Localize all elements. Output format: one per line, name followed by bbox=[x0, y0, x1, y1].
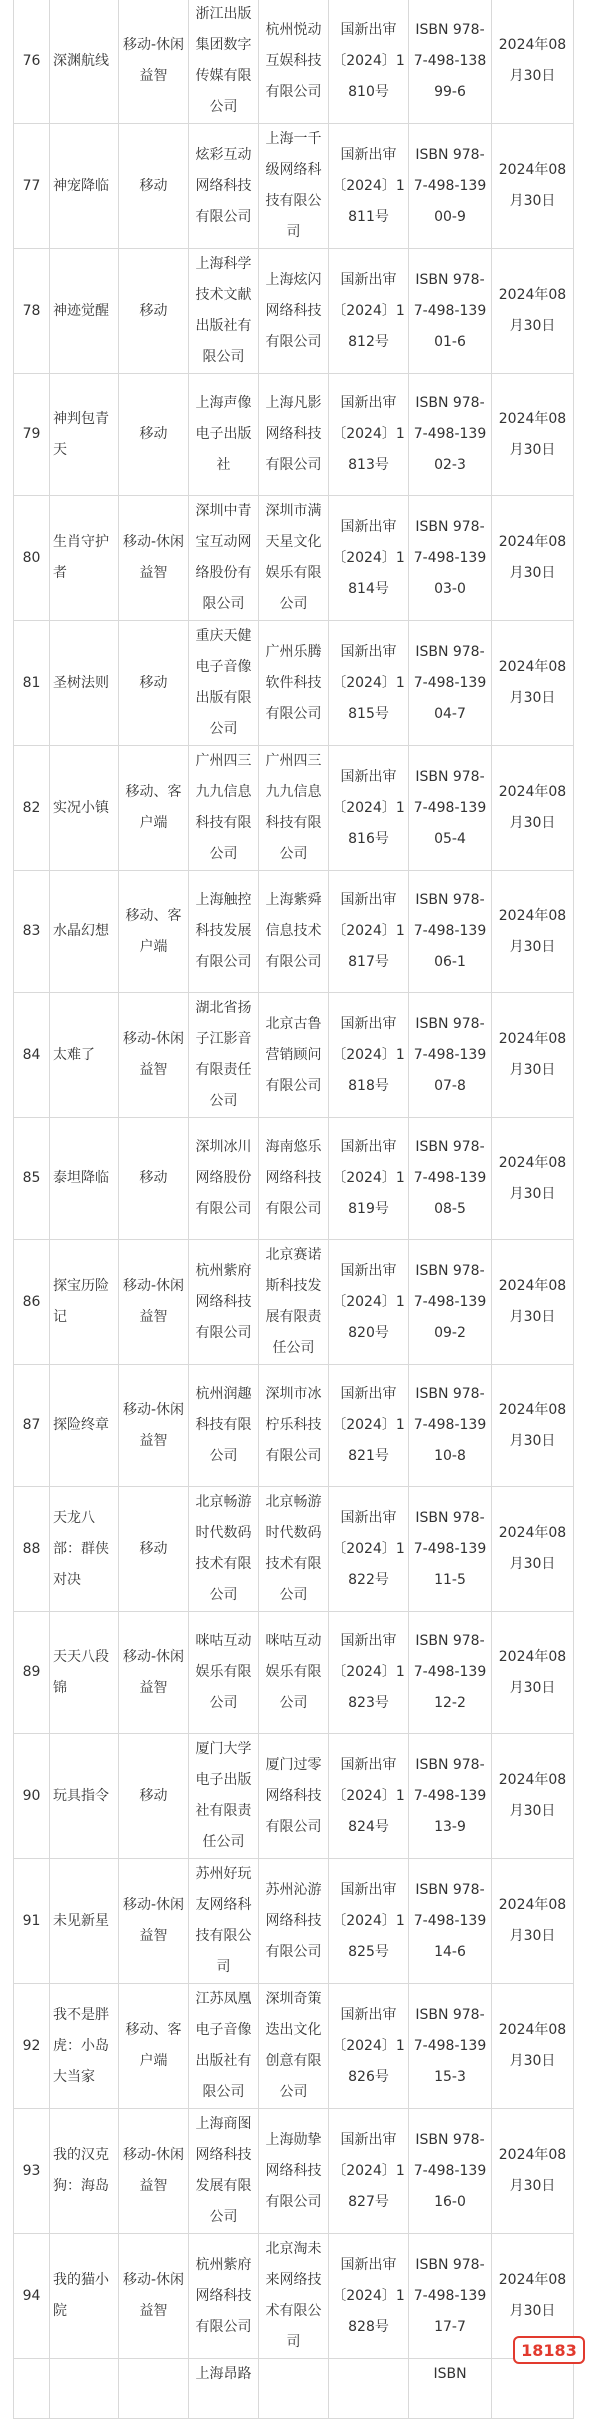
cell-date: 2024年08月30日 bbox=[492, 1859, 574, 1984]
cell-category: 移动-休闲益智 bbox=[119, 1365, 189, 1487]
cell-date: 2024年08月30日 bbox=[492, 1612, 574, 1734]
logo-text: 18183 bbox=[521, 2341, 577, 2360]
cell-publisher: 苏州好玩友网络科技有限公司 bbox=[189, 1859, 259, 1984]
table-row bbox=[14, 374, 574, 496]
cell-date: 2024年08月30日 bbox=[492, 2234, 574, 2359]
cell-date: 2024年08月30日 bbox=[492, 746, 574, 871]
cell-title: 泰坦降临 bbox=[50, 1118, 119, 1240]
cell-operator: 广州四三九九信息科技有限公司 bbox=[259, 746, 329, 871]
cell-publisher: 浙江出版集团数字传媒有限公司 bbox=[189, 0, 259, 124]
cell-approval: 国新出审〔2024〕1813号 bbox=[329, 374, 409, 496]
cell-approval: 国新出审〔2024〕1818号 bbox=[329, 993, 409, 1118]
cell-operator: 咪咕互动娱乐有限公司 bbox=[259, 1612, 329, 1734]
cell-approval: 国新出审〔2024〕1815号 bbox=[329, 621, 409, 746]
cell-isbn: ISBN 978-7-498-13915-3 bbox=[409, 1984, 492, 2109]
cell-isbn: ISBN 978-7-498-13900-9 bbox=[409, 124, 492, 249]
cell-approval: 国新出审〔2024〕1822号 bbox=[329, 1487, 409, 1612]
cell-title: 我的汉克狗：海岛 bbox=[50, 2109, 119, 2234]
cell-category: 移动 bbox=[119, 124, 189, 249]
cell-publisher: 炫彩互动网络科技有限公司 bbox=[189, 124, 259, 249]
cell-no: 89 bbox=[14, 1612, 50, 1734]
cell-approval: 国新出审〔2024〕1828号 bbox=[329, 2234, 409, 2359]
cell-isbn: ISBN 978-7-498-13913-9 bbox=[409, 1734, 492, 1859]
cell-date: 2024年08月30日 bbox=[492, 124, 574, 249]
cell-no: 92 bbox=[14, 1984, 50, 2109]
cell-category: 移动 bbox=[119, 374, 189, 496]
cell-isbn: ISBN 978-7-498-13903-0 bbox=[409, 496, 492, 621]
cell-operator bbox=[259, 2359, 329, 2419]
table-row bbox=[14, 249, 574, 374]
cell-title: 水晶幻想 bbox=[50, 871, 119, 993]
cell-publisher: 广州四三九九信息科技有限公司 bbox=[189, 746, 259, 871]
cell-title: 生肖守护者 bbox=[50, 496, 119, 621]
cell-date: 2024年08月30日 bbox=[492, 871, 574, 993]
cell-category: 移动-休闲益智 bbox=[119, 2109, 189, 2234]
cell-category: 移动 bbox=[119, 621, 189, 746]
cell-isbn: ISBN 978-7-498-13902-3 bbox=[409, 374, 492, 496]
cell-title bbox=[50, 2359, 119, 2419]
cell-publisher: 上海商图网络科技发展有限公司 bbox=[189, 2109, 259, 2234]
cell-no: 85 bbox=[14, 1118, 50, 1240]
cell-publisher: 咪咕互动娱乐有限公司 bbox=[189, 1612, 259, 1734]
cell-no: 87 bbox=[14, 1365, 50, 1487]
table-row bbox=[14, 1365, 574, 1487]
cell-operator: 上海凡影网络科技有限公司 bbox=[259, 374, 329, 496]
cell-title: 我不是胖虎：小岛大当家 bbox=[50, 1984, 119, 2109]
cell-no: 81 bbox=[14, 621, 50, 746]
cell-approval: 国新出审〔2024〕1814号 bbox=[329, 496, 409, 621]
cell-date: 2024年08月30日 bbox=[492, 1734, 574, 1859]
cell-isbn: ISBN 978-7-498-13907-8 bbox=[409, 993, 492, 1118]
table-row bbox=[14, 2109, 574, 2234]
cell-publisher: 深圳冰川网络股份有限公司 bbox=[189, 1118, 259, 1240]
table-row bbox=[14, 993, 574, 1118]
cell-operator: 广州乐腾软件科技有限公司 bbox=[259, 621, 329, 746]
cell-publisher: 深圳中青宝互动网络股份有限公司 bbox=[189, 496, 259, 621]
cell-no: 76 bbox=[14, 0, 50, 124]
cell-no: 78 bbox=[14, 249, 50, 374]
cell-no: 79 bbox=[14, 374, 50, 496]
cell-approval: 国新出审〔2024〕1810号 bbox=[329, 0, 409, 124]
cell-category: 移动-休闲益智 bbox=[119, 1859, 189, 1984]
table-row bbox=[14, 871, 574, 993]
cell-isbn: ISBN 978-7-498-13911-5 bbox=[409, 1487, 492, 1612]
cell-approval: 国新出审〔2024〕1826号 bbox=[329, 1984, 409, 2109]
cell-no: 84 bbox=[14, 993, 50, 1118]
cell-isbn: ISBN 978-7-498-13917-7 bbox=[409, 2234, 492, 2359]
cell-approval: 国新出审〔2024〕1827号 bbox=[329, 2109, 409, 2234]
table-row bbox=[14, 1487, 574, 1612]
table-body bbox=[14, 0, 574, 2419]
cell-no: 94 bbox=[14, 2234, 50, 2359]
cell-no: 82 bbox=[14, 746, 50, 871]
site-logo-watermark bbox=[512, 2331, 586, 2369]
cell-date: 2024年08月30日 bbox=[492, 249, 574, 374]
cell-category: 移动-休闲益智 bbox=[119, 993, 189, 1118]
cell-operator: 上海炫闪网络科技有限公司 bbox=[259, 249, 329, 374]
cell-no: 93 bbox=[14, 2109, 50, 2234]
table-row bbox=[14, 2359, 574, 2419]
cell-category: 移动 bbox=[119, 1487, 189, 1612]
cell-date: 2024年08月30日 bbox=[492, 621, 574, 746]
cell-isbn: ISBN 978-7-498-13904-7 bbox=[409, 621, 492, 746]
cell-publisher: 上海昂路 bbox=[189, 2359, 259, 2419]
cell-operator: 北京淘未来网络技术有限公司 bbox=[259, 2234, 329, 2359]
cell-date: 2024年08月30日 bbox=[492, 374, 574, 496]
cell-operator: 上海一千级网络科技有限公司 bbox=[259, 124, 329, 249]
table-row bbox=[14, 496, 574, 621]
cell-approval: 国新出审〔2024〕1811号 bbox=[329, 124, 409, 249]
game-approval-table-container bbox=[13, 0, 573, 2419]
cell-publisher: 上海科学技术文献出版社有限公司 bbox=[189, 249, 259, 374]
cell-date: 2024年08月30日 bbox=[492, 1487, 574, 1612]
cell-approval: 国新出审〔2024〕1816号 bbox=[329, 746, 409, 871]
cell-approval bbox=[329, 2359, 409, 2419]
cell-isbn: ISBN 978-7-498-13908-5 bbox=[409, 1118, 492, 1240]
cell-title: 玩具指令 bbox=[50, 1734, 119, 1859]
cell-category bbox=[119, 2359, 189, 2419]
cell-category: 移动、客户端 bbox=[119, 746, 189, 871]
table-row bbox=[14, 0, 574, 124]
cell-approval: 国新出审〔2024〕1825号 bbox=[329, 1859, 409, 1984]
table-row bbox=[14, 1612, 574, 1734]
cell-date: 2024年08月30日 bbox=[492, 993, 574, 1118]
cell-title: 天龙八部：群侠对决 bbox=[50, 1487, 119, 1612]
cell-approval: 国新出审〔2024〕1817号 bbox=[329, 871, 409, 993]
cell-date: 2024年08月30日 bbox=[492, 496, 574, 621]
cell-no: 77 bbox=[14, 124, 50, 249]
cell-operator: 深圳市满天星文化娱乐有限公司 bbox=[259, 496, 329, 621]
table-row bbox=[14, 1734, 574, 1859]
table-row bbox=[14, 621, 574, 746]
cell-no: 90 bbox=[14, 1734, 50, 1859]
cell-category: 移动 bbox=[119, 1734, 189, 1859]
table-row bbox=[14, 1118, 574, 1240]
cell-no bbox=[14, 2359, 50, 2419]
cell-title: 天天八段锦 bbox=[50, 1612, 119, 1734]
cell-approval: 国新出审〔2024〕1821号 bbox=[329, 1365, 409, 1487]
cell-publisher: 北京畅游时代数码技术有限公司 bbox=[189, 1487, 259, 1612]
cell-category: 移动-休闲益智 bbox=[119, 0, 189, 124]
cell-operator: 杭州悦动互娱科技有限公司 bbox=[259, 0, 329, 124]
cell-title: 实况小镇 bbox=[50, 746, 119, 871]
cell-category: 移动-休闲益智 bbox=[119, 1240, 189, 1365]
cell-date: 2024年08月30日 bbox=[492, 0, 574, 124]
cell-isbn: ISBN 978-7-498-13901-6 bbox=[409, 249, 492, 374]
cell-no: 83 bbox=[14, 871, 50, 993]
cell-title: 神宠降临 bbox=[50, 124, 119, 249]
table-row bbox=[14, 2234, 574, 2359]
cell-publisher: 杭州紫府网络科技有限公司 bbox=[189, 1240, 259, 1365]
cell-category: 移动-休闲益智 bbox=[119, 496, 189, 621]
cell-no: 80 bbox=[14, 496, 50, 621]
cell-date: 2024年08月30日 bbox=[492, 1984, 574, 2109]
cell-category: 移动、客户端 bbox=[119, 1984, 189, 2109]
table-row bbox=[14, 1859, 574, 1984]
cell-operator: 深圳市冰柠乐科技有限公司 bbox=[259, 1365, 329, 1487]
cell-operator: 北京古鲁营销顾问有限公司 bbox=[259, 993, 329, 1118]
cell-publisher: 江苏凤凰电子音像出版社有限公司 bbox=[189, 1984, 259, 2109]
cell-title: 神判包青天 bbox=[50, 374, 119, 496]
cell-isbn: ISBN 978-7-498-13906-1 bbox=[409, 871, 492, 993]
cell-operator: 上海紫舜信息技术有限公司 bbox=[259, 871, 329, 993]
cell-title: 圣树法则 bbox=[50, 621, 119, 746]
cell-publisher: 上海声像电子出版社 bbox=[189, 374, 259, 496]
game-approval-table bbox=[13, 0, 574, 2419]
cell-operator: 北京畅游时代数码技术有限公司 bbox=[259, 1487, 329, 1612]
cell-operator: 深圳奇策迭出文化创意有限公司 bbox=[259, 1984, 329, 2109]
cell-category: 移动 bbox=[119, 1118, 189, 1240]
cell-title: 探宝历险记 bbox=[50, 1240, 119, 1365]
cell-isbn: ISBN 978-7-498-13914-6 bbox=[409, 1859, 492, 1984]
cell-title: 深渊航线 bbox=[50, 0, 119, 124]
cell-isbn: ISBN 978-7-498-13899-6 bbox=[409, 0, 492, 124]
cell-no: 91 bbox=[14, 1859, 50, 1984]
cell-date: 2024年08月30日 bbox=[492, 2109, 574, 2234]
cell-approval: 国新出审〔2024〕1823号 bbox=[329, 1612, 409, 1734]
cell-publisher: 上海触控科技发展有限公司 bbox=[189, 871, 259, 993]
cell-isbn: ISBN 978-7-498-13910-8 bbox=[409, 1365, 492, 1487]
cell-operator: 上海勋挚网络科技有限公司 bbox=[259, 2109, 329, 2234]
cell-publisher: 杭州润趣科技有限公司 bbox=[189, 1365, 259, 1487]
cell-approval: 国新出审〔2024〕1824号 bbox=[329, 1734, 409, 1859]
cell-title: 未见新星 bbox=[50, 1859, 119, 1984]
cell-publisher: 杭州紫府网络科技有限公司 bbox=[189, 2234, 259, 2359]
cell-operator: 北京赛诺斯科技发展有限责任公司 bbox=[259, 1240, 329, 1365]
cell-title: 太难了 bbox=[50, 993, 119, 1118]
cell-isbn: ISBN 978-7-498-13909-2 bbox=[409, 1240, 492, 1365]
cell-publisher: 重庆天健电子音像出版有限公司 bbox=[189, 621, 259, 746]
table-row bbox=[14, 124, 574, 249]
cell-title: 探险终章 bbox=[50, 1365, 119, 1487]
cell-title: 我的猫小院 bbox=[50, 2234, 119, 2359]
cell-isbn: ISBN bbox=[409, 2359, 492, 2419]
cell-category: 移动、客户端 bbox=[119, 871, 189, 993]
cell-date: 2024年08月30日 bbox=[492, 1365, 574, 1487]
cell-no: 86 bbox=[14, 1240, 50, 1365]
table-row bbox=[14, 746, 574, 871]
cell-publisher: 湖北省扬子江影音有限责任公司 bbox=[189, 993, 259, 1118]
cell-approval: 国新出审〔2024〕1812号 bbox=[329, 249, 409, 374]
cell-isbn: ISBN 978-7-498-13912-2 bbox=[409, 1612, 492, 1734]
cell-category: 移动 bbox=[119, 249, 189, 374]
cell-operator: 苏州沁游网络科技有限公司 bbox=[259, 1859, 329, 1984]
cell-date: 2024年08月30日 bbox=[492, 1240, 574, 1365]
cell-operator: 厦门过零网络科技有限公司 bbox=[259, 1734, 329, 1859]
cell-isbn: ISBN 978-7-498-13905-4 bbox=[409, 746, 492, 871]
cell-date: 2024年08月30日 bbox=[492, 1118, 574, 1240]
cell-category: 移动-休闲益智 bbox=[119, 2234, 189, 2359]
cell-category: 移动-休闲益智 bbox=[119, 1612, 189, 1734]
cell-title: 神迹觉醒 bbox=[50, 249, 119, 374]
cell-isbn: ISBN 978-7-498-13916-0 bbox=[409, 2109, 492, 2234]
cell-approval: 国新出审〔2024〕1819号 bbox=[329, 1118, 409, 1240]
table-row bbox=[14, 1240, 574, 1365]
cell-no: 88 bbox=[14, 1487, 50, 1612]
cell-operator: 海南悠乐网络科技有限公司 bbox=[259, 1118, 329, 1240]
table-row bbox=[14, 1984, 574, 2109]
cell-publisher: 厦门大学电子出版社有限责任公司 bbox=[189, 1734, 259, 1859]
cell-approval: 国新出审〔2024〕1820号 bbox=[329, 1240, 409, 1365]
